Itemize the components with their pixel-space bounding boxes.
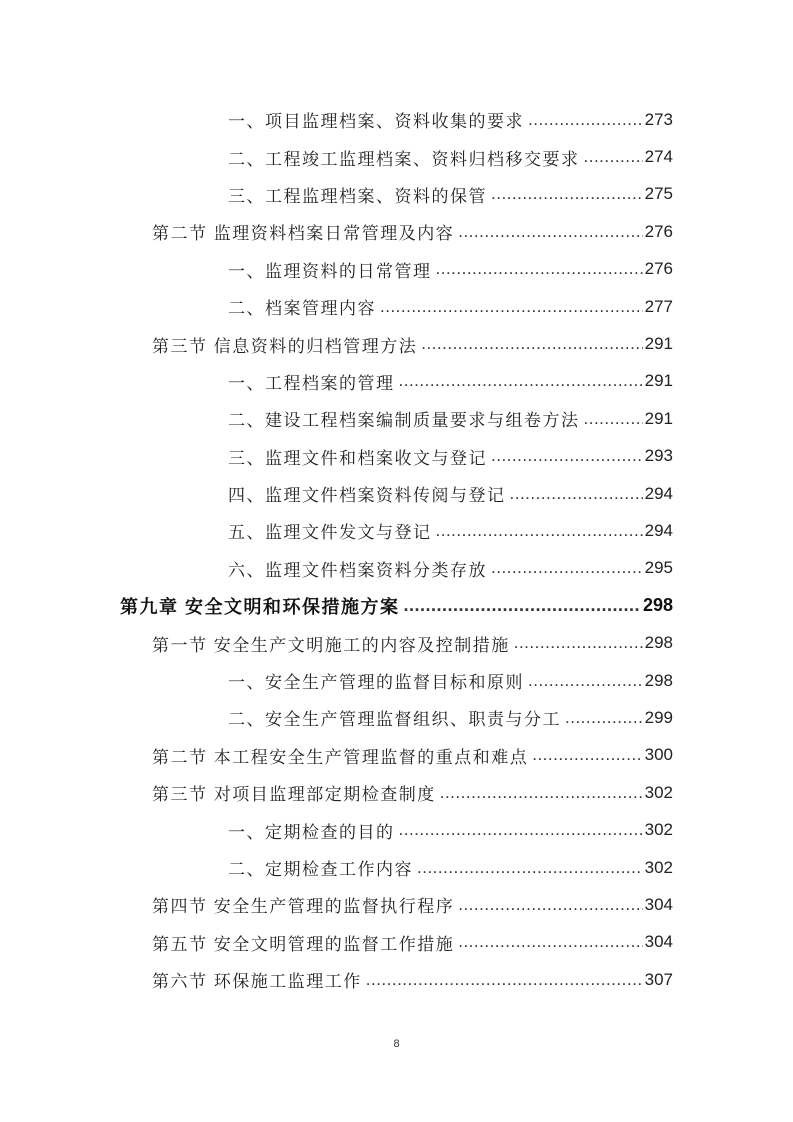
toc-entry-title: 第二节 监理资料档案日常管理及内容 <box>152 224 455 244</box>
dot-leader <box>399 371 643 391</box>
toc-entry-page: 298 <box>644 633 673 653</box>
toc-entry-page: 307 <box>644 969 673 989</box>
toc-entry-title: 一、安全生产管理的监督目标和原则 <box>228 673 524 693</box>
toc-subsection-entry[interactable] <box>0 400 793 437</box>
toc-entry-title: 第四节 安全生产管理的监督执行程序 <box>152 897 455 917</box>
toc-subsection-entry[interactable] <box>0 363 793 400</box>
toc-subsection-entry[interactable] <box>0 662 793 699</box>
toc-subsection-entry[interactable] <box>0 438 793 475</box>
dot-leader <box>436 521 643 541</box>
dot-leader <box>399 820 643 840</box>
dot-leader <box>491 446 643 466</box>
toc-subsection-entry[interactable] <box>0 475 793 512</box>
dot-leader <box>514 633 643 653</box>
toc-subsection-entry[interactable] <box>0 811 793 848</box>
dot-leader <box>417 858 643 878</box>
dot-leader <box>421 334 642 354</box>
toc-entry-page: 291 <box>644 334 673 354</box>
toc-entry-title: 三、工程监理档案、资料的保管 <box>228 186 487 206</box>
table-of-contents <box>0 101 793 998</box>
toc-subsection-entry[interactable] <box>0 288 793 325</box>
toc-entry-page: 302 <box>644 820 673 840</box>
toc-entry-title: 二、建设工程档案编制质量要求与组卷方法 <box>228 411 580 431</box>
toc-entry-page: 276 <box>644 221 673 241</box>
toc-entry-page: 294 <box>644 520 673 540</box>
toc-subsection-entry[interactable] <box>0 512 793 549</box>
dot-leader <box>510 484 643 504</box>
toc-entry-page: 276 <box>644 259 673 279</box>
dot-leader <box>584 147 643 167</box>
toc-entry-title: 五、监理文件发文与登记 <box>228 523 432 543</box>
dot-leader <box>528 110 643 130</box>
toc-section-entry[interactable] <box>0 624 793 661</box>
toc-section-entry[interactable] <box>0 737 793 774</box>
toc-subsection-entry[interactable] <box>0 176 793 213</box>
toc-entry-page: 291 <box>644 371 673 391</box>
toc-entry-title: 第三节 信息资料的归档管理方法 <box>152 336 418 356</box>
toc-entry-page: 299 <box>644 707 673 727</box>
dot-leader <box>436 259 643 279</box>
toc-chapter-entry[interactable] <box>0 587 793 624</box>
dot-leader <box>528 671 643 691</box>
toc-entry-title: 第五节 安全文明管理的监督工作措施 <box>152 934 455 954</box>
toc-entry-title: 二、工程竣工监理档案、资料归档移交要求 <box>228 149 580 169</box>
dot-leader <box>440 783 643 803</box>
toc-entry-title: 二、安全生产管理监督组织、职责与分工 <box>228 710 561 730</box>
toc-entry-page: 298 <box>644 670 673 690</box>
toc-entry-page: 293 <box>644 446 673 466</box>
toc-entry-page: 304 <box>644 894 673 914</box>
toc-entry-title: 六、监理文件档案资料分类存放 <box>228 560 487 580</box>
toc-section-entry[interactable] <box>0 213 793 250</box>
toc-entry-page: 304 <box>644 932 673 952</box>
dot-leader <box>366 970 643 990</box>
toc-entry-page: 302 <box>644 857 673 877</box>
toc-entry-page: 275 <box>644 184 673 204</box>
dot-leader <box>532 745 642 765</box>
toc-section-entry[interactable] <box>0 886 793 923</box>
dot-leader <box>458 932 642 952</box>
toc-entry-page: 300 <box>644 745 673 765</box>
toc-entry-page: 273 <box>644 109 673 129</box>
dot-leader <box>458 222 642 242</box>
toc-entry-title: 三、监理文件和档案收文与登记 <box>228 448 487 468</box>
toc-entry-title: 第三节 对项目监理部定期检查制度 <box>152 785 436 805</box>
toc-entry-title: 二、档案管理内容 <box>228 299 376 319</box>
toc-entry-title: 第二节 本工程安全生产管理监督的重点和难点 <box>152 747 529 767</box>
toc-subsection-entry[interactable] <box>0 251 793 288</box>
toc-entry-page: 295 <box>644 558 673 578</box>
toc-subsection-entry[interactable] <box>0 699 793 736</box>
page-number: 8 <box>393 1038 400 1050</box>
toc-entry-title: 第六节 环保施工监理工作 <box>152 972 362 992</box>
toc-entry-title: 一、监理资料的日常管理 <box>228 261 432 281</box>
toc-entry-title: 四、监理文件档案资料传阅与登记 <box>228 486 506 506</box>
dot-leader <box>404 595 641 616</box>
toc-entry-page: 291 <box>644 408 673 428</box>
toc-entry-title: 一、项目监理档案、资料收集的要求 <box>228 112 524 132</box>
toc-entry-title: 第一节 安全生产文明施工的内容及控制措施 <box>152 635 510 655</box>
toc-subsection-entry[interactable] <box>0 849 793 886</box>
toc-section-entry[interactable] <box>0 961 793 998</box>
dot-leader <box>380 297 643 317</box>
toc-entry-title: 一、定期检查的目的 <box>228 822 395 842</box>
dot-leader <box>491 184 643 204</box>
toc-section-entry[interactable] <box>0 774 793 811</box>
toc-entry-title: 一、工程档案的管理 <box>228 373 395 393</box>
toc-entry-page: 294 <box>644 483 673 503</box>
toc-section-entry[interactable] <box>0 924 793 961</box>
toc-entry-title: 二、定期检查工作内容 <box>228 860 413 879</box>
dot-leader <box>458 895 642 915</box>
toc-subsection-entry[interactable] <box>0 550 793 587</box>
dot-leader <box>584 409 643 429</box>
toc-entry-page: 298 <box>642 595 673 616</box>
toc-section-entry[interactable] <box>0 325 793 362</box>
toc-subsection-entry[interactable] <box>0 138 793 175</box>
dot-leader <box>491 558 643 578</box>
toc-entry-page: 277 <box>644 296 673 316</box>
toc-entry-page: 274 <box>644 147 673 167</box>
toc-entry-title: 第九章 安全文明和环保措施方案 <box>120 596 400 617</box>
dot-leader <box>565 708 643 728</box>
toc-entry-page: 302 <box>644 782 673 802</box>
toc-subsection-entry[interactable] <box>0 101 793 138</box>
